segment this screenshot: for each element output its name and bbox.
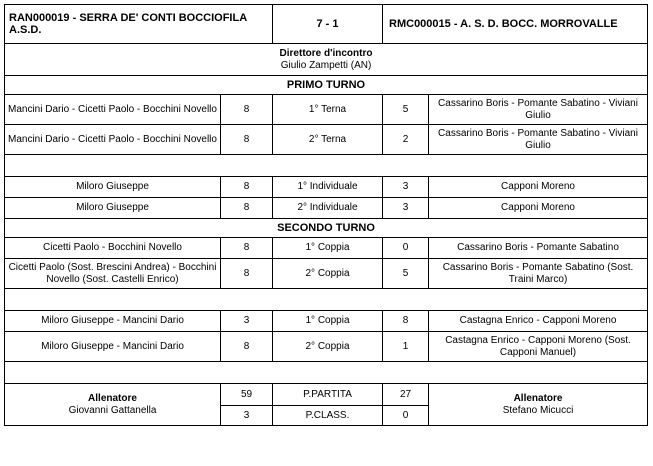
home-players: Miloro Giuseppe - Mancini Dario [5, 311, 221, 332]
spacer-row [5, 155, 648, 177]
home-score: 8 [221, 198, 273, 219]
second-round-title: SECONDO TURNO [5, 219, 648, 238]
game-type: 1° Coppia [273, 238, 383, 259]
spacer-cell [5, 289, 648, 311]
away-players: Castagna Enrico - Capponi Moreno (Sost. Capponi Manuel) [429, 332, 648, 362]
away-score: 5 [383, 95, 429, 125]
game-type: 2° Coppia [273, 332, 383, 362]
director-row [5, 44, 648, 76]
total-label: P.PARTITA [273, 384, 383, 406]
away-score: 5 [383, 259, 429, 289]
away-score: 2 [383, 125, 429, 155]
home-class-points: 3 [221, 406, 273, 426]
away-players: Cassarino Boris - Pomante Sabatino - Viviani Giulio [429, 125, 648, 155]
table-row [5, 311, 648, 332]
table-row [5, 95, 648, 125]
away-coach-name: Stefano Micucci [502, 404, 574, 416]
home-score: 8 [221, 238, 273, 259]
away-score: 1 [383, 332, 429, 362]
home-players: Cicetti Paolo (Sost. Brescini Andrea) - Bocchini Novello (Sost. Castelli Enrico) [5, 259, 221, 289]
away-score: 3 [383, 177, 429, 198]
home-players: Miloro Giuseppe [5, 198, 221, 219]
spacer-cell [5, 362, 648, 384]
away-players: Capponi Moreno [429, 177, 648, 198]
table-row [5, 332, 648, 362]
home-score: 3 [221, 311, 273, 332]
home-players: Cicetti Paolo - Bocchini Novello [5, 238, 221, 259]
away-players: Capponi Moreno [429, 198, 648, 219]
away-players: Castagna Enrico - Capponi Moreno [429, 311, 648, 332]
home-coach-cell [5, 384, 221, 426]
home-score: 8 [221, 125, 273, 155]
section-row [5, 76, 648, 95]
away-score: 3 [383, 198, 429, 219]
game-type: 2° Individuale [273, 198, 383, 219]
director-title: Direttore d'incontro [279, 47, 373, 59]
home-score: 8 [221, 259, 273, 289]
away-players: Cassarino Boris - Pomante Sabatino [429, 238, 648, 259]
home-score: 8 [221, 95, 273, 125]
spacer-cell [5, 155, 648, 177]
home-team-name: RAN000019 - SERRA DE' CONTI BOCCIOFILA A.S.D. [5, 5, 273, 44]
table-row [5, 125, 648, 155]
table-row [5, 259, 648, 289]
home-coach-title: Allenatore [88, 392, 137, 404]
home-players: Miloro Giuseppe [5, 177, 221, 198]
game-type: 1° Individuale [273, 177, 383, 198]
game-type: 1° Terna [273, 95, 383, 125]
away-total: 27 [383, 384, 429, 406]
home-players: Mancini Dario - Cicetti Paolo - Bocchini Novello [5, 125, 221, 155]
section-row [5, 219, 648, 238]
match-report [4, 4, 648, 426]
table-row [5, 238, 648, 259]
away-coach-cell [429, 384, 648, 426]
table-row [5, 198, 648, 219]
away-score: 8 [383, 311, 429, 332]
match-table [4, 4, 648, 426]
table-row [5, 177, 648, 198]
game-type: 1° Coppia [273, 311, 383, 332]
class-label: P.CLASS. [273, 406, 383, 426]
away-class-points: 0 [383, 406, 429, 426]
director-name: Giulio Zampetti (AN) [280, 59, 372, 71]
home-score: 8 [221, 332, 273, 362]
game-type: 2° Terna [273, 125, 383, 155]
away-players: Cassarino Boris - Pomante Sabatino - Viviani Giulio [429, 95, 648, 125]
home-players: Miloro Giuseppe - Mancini Dario [5, 332, 221, 362]
away-coach-title: Allenatore [513, 392, 563, 404]
home-score: 8 [221, 177, 273, 198]
match-score: 7 - 1 [273, 5, 383, 44]
spacer-row [5, 289, 648, 311]
first-round-title: PRIMO TURNO [5, 76, 648, 95]
home-total: 59 [221, 384, 273, 406]
home-coach-name: Giovanni Gattanella [68, 404, 157, 416]
away-players: Cassarino Boris - Pomante Sabatino (Sost. Traini Marco) [429, 259, 648, 289]
header-row [5, 5, 648, 44]
game-type: 2° Coppia [273, 259, 383, 289]
away-score: 0 [383, 238, 429, 259]
away-team-name: RMC000015 - A. S. D. BOCC. MORROVALLE [383, 5, 648, 44]
spacer-row [5, 362, 648, 384]
director-cell [5, 44, 648, 76]
footer-row-partita [5, 384, 648, 406]
home-players: Mancini Dario - Cicetti Paolo - Bocchini Novello [5, 95, 221, 125]
